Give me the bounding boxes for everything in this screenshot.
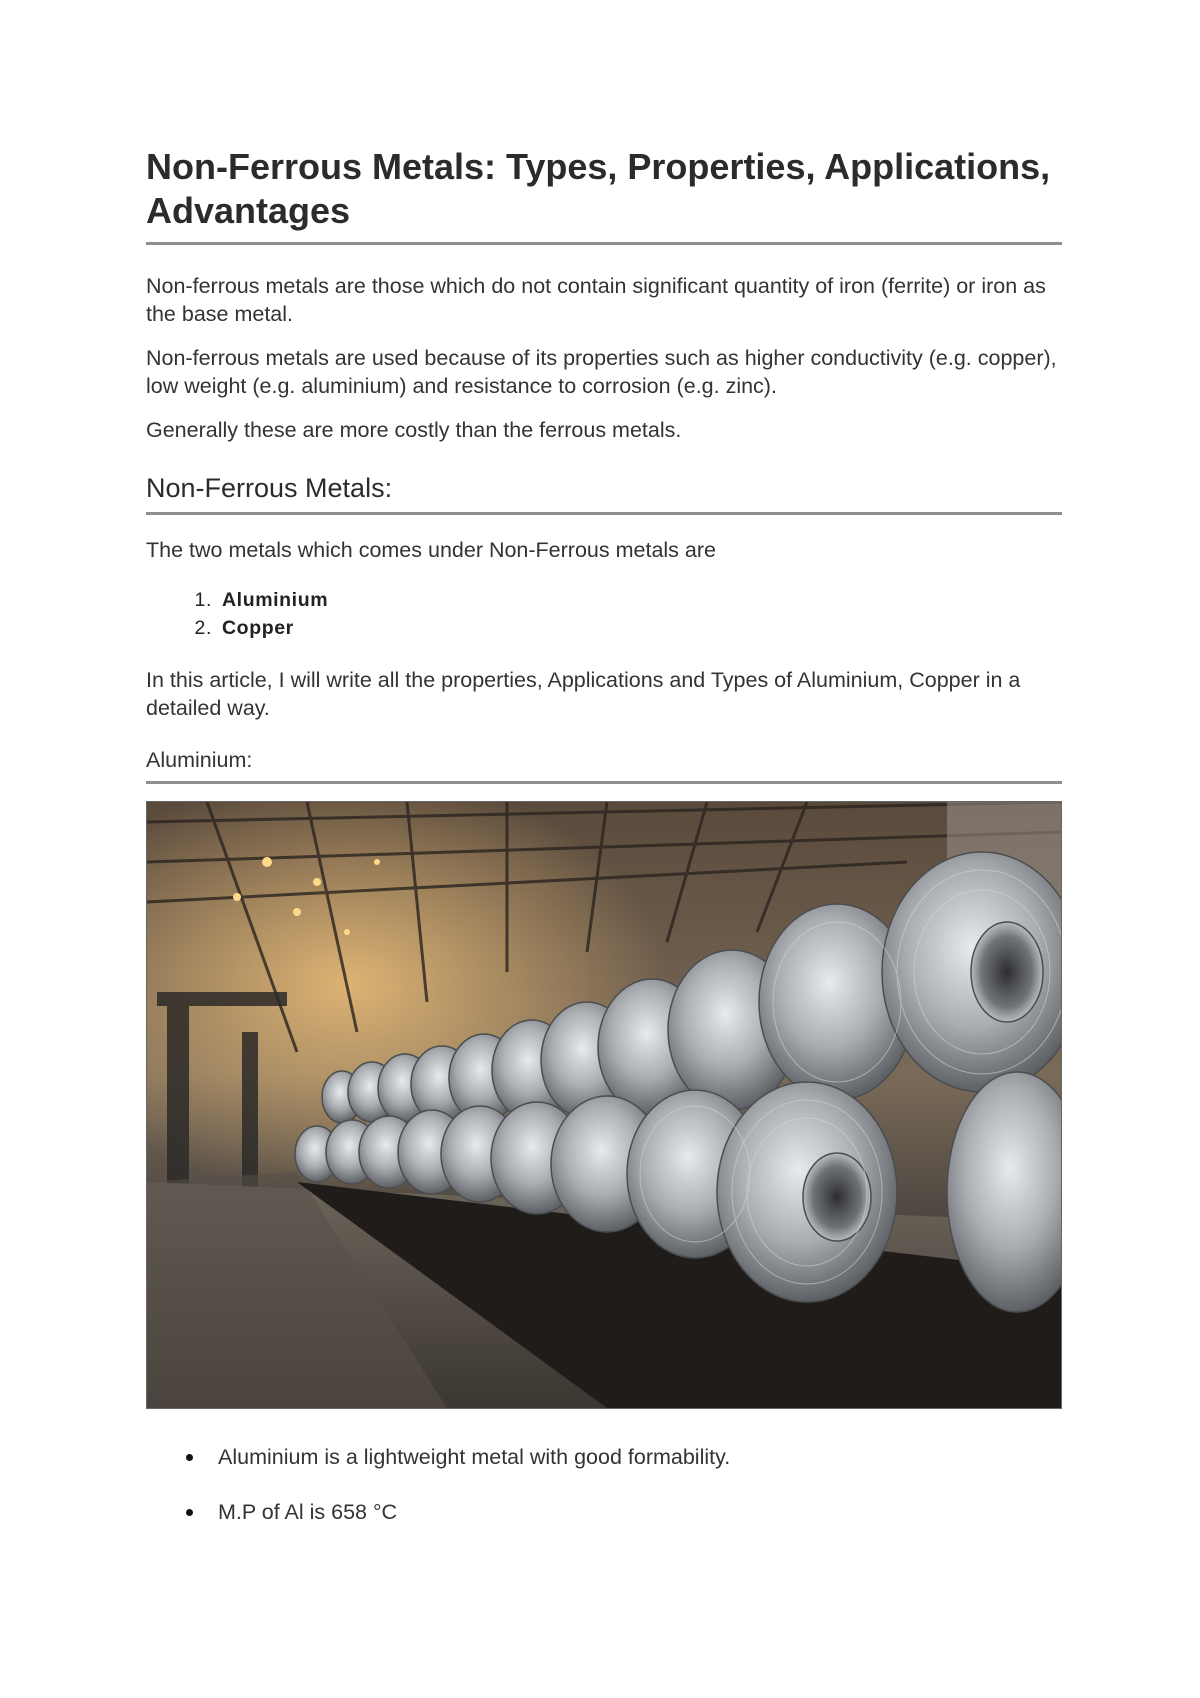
page-title: Non-Ferrous Metals: Types, Properties, Applications, Advantages	[146, 146, 1051, 231]
article	[146, 145, 1062, 1553]
list-item	[218, 1498, 1062, 1526]
intro-paragraph-3: Generally these are more costly than the ferrous metals.	[146, 418, 682, 442]
section-intro: The two metals which comes under Non-Ferrous metals are	[146, 538, 716, 562]
bullet-icon	[186, 1454, 193, 1461]
aluminium-facts	[146, 1443, 1062, 1526]
aluminium-heading: Aluminium:	[146, 748, 253, 772]
intro-paragraph-2: Non-ferrous metals are used because of its properties such as higher conductivity (e.g. copper), low weight (e.g. aluminium) and resistance to corrosion (e.g. zinc).	[146, 346, 1057, 398]
metals-list	[146, 586, 1062, 642]
intro-paragraph-1: Non-ferrous metals are those which do not contain significant quantity of iron (ferrite) or iron as the base metal.	[146, 274, 1046, 326]
fact-text: Aluminium is a lightweight metal with good formability.	[218, 1445, 731, 1469]
section-outro: In this article, I will write all the properties, Applications and Types of Aluminium, Copper in a detailed way.	[146, 668, 1021, 720]
section-divider	[146, 512, 1062, 515]
list-item: 1. Aluminium	[218, 586, 1062, 614]
section-heading: Non-Ferrous Metals:	[146, 473, 393, 503]
aluminium-divider	[146, 781, 1062, 784]
title-divider	[146, 242, 1062, 245]
aluminium-coils-photo	[146, 801, 1062, 1409]
list-item: 2. Copper	[218, 614, 1062, 642]
list-item	[218, 1443, 1062, 1471]
bullet-icon	[186, 1509, 193, 1516]
fact-text: M.P of Al is 658 °C	[218, 1500, 398, 1524]
